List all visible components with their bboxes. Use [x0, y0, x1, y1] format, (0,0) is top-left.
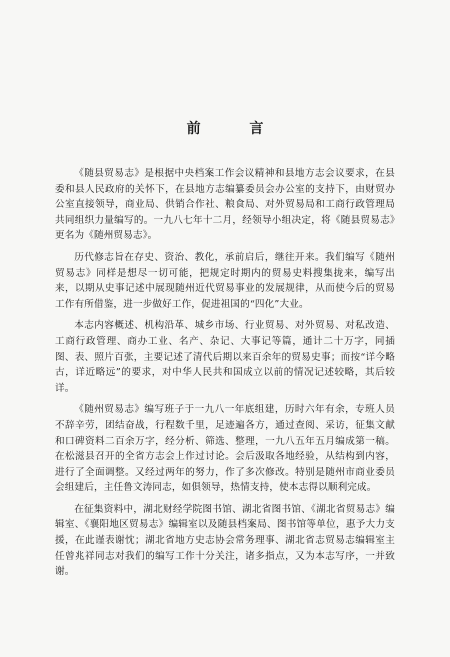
paragraph: 在征集资料中，湖北财经学院图书馆、湖北省图书馆、《湖北省贸易志》编辑室、《襄阳地区贸易志》编辑室以及随县档案局、图书馆等单位，惠予大力支援，在此谨表谢忱；湖北省地方史志协会常务理事、湖北省志贸易志编辑室主任曾兆祥同志对我们的编写工作十分关注，诸多指点，又为本志写序，一并致谢。	[55, 503, 395, 578]
paragraph: 《随州贸易志》编写班子于一九八一年底组建，历时六年有余，专班人员不辞辛劳，团结奋战，行程数千里，足迹遍各方，通过查阅、采访，征集文献和口碑资料二百余万字，经分析、筛选、整理，一九八五年五月编成第一稿。在松滋县召开的全省方志会上作过讨论。会后汲取各地经验，从结构到内容，进行了全面调整。又经过两年的努力，作了多次修改。特别是随州市商业委员会组建后，主任鲁文涛同志，如俱领导，热情支持，使本志得以顺利完成。	[55, 404, 395, 494]
paragraph: 历代修志旨在存史、资治、教化，承前启后，继往开来。我们编写《随州贸易志》同样是想尽一切可能，把规定时期内的贸易史料搜集拢来，编写出来，以期从史事记述中展现随州近代贸易事业的发展规律，从而使今后的贸易工作有所借鉴，进一步做好工作，促进祖国的“四化”大业。	[55, 251, 395, 310]
paragraph: 本志内容概述、机构沿革、城乡市场、行业贸易、对外贸易、对私改造、工商行政管理、商办工业、名产、杂记、大事记等篇，通计二十万字，同插图、表、照片百张，主要记述了清代后期以来百余年的贸易史事；而按“详今略古，详近略远”的要求，对中华人民共和国成立以前的情况记述较略，其后较详。	[55, 320, 395, 394]
preface-body	[55, 166, 395, 586]
page-title: 前 言	[186, 121, 286, 137]
paragraph: 《随县贸易志》是根据中央档案工作会议精神和县地方志会议要求，在县委和县人民政府的关怀下，在县地方志编纂委员会办公室的支持下，由财贸办公室直接领导，商业局、供销合作社、粮食局、对外贸易局和工商行政管理局共同组织力量编写的。一九八七年十二月，经领导小组决定，将《随县贸易志》更名为《随州贸易志》。	[55, 168, 395, 242]
